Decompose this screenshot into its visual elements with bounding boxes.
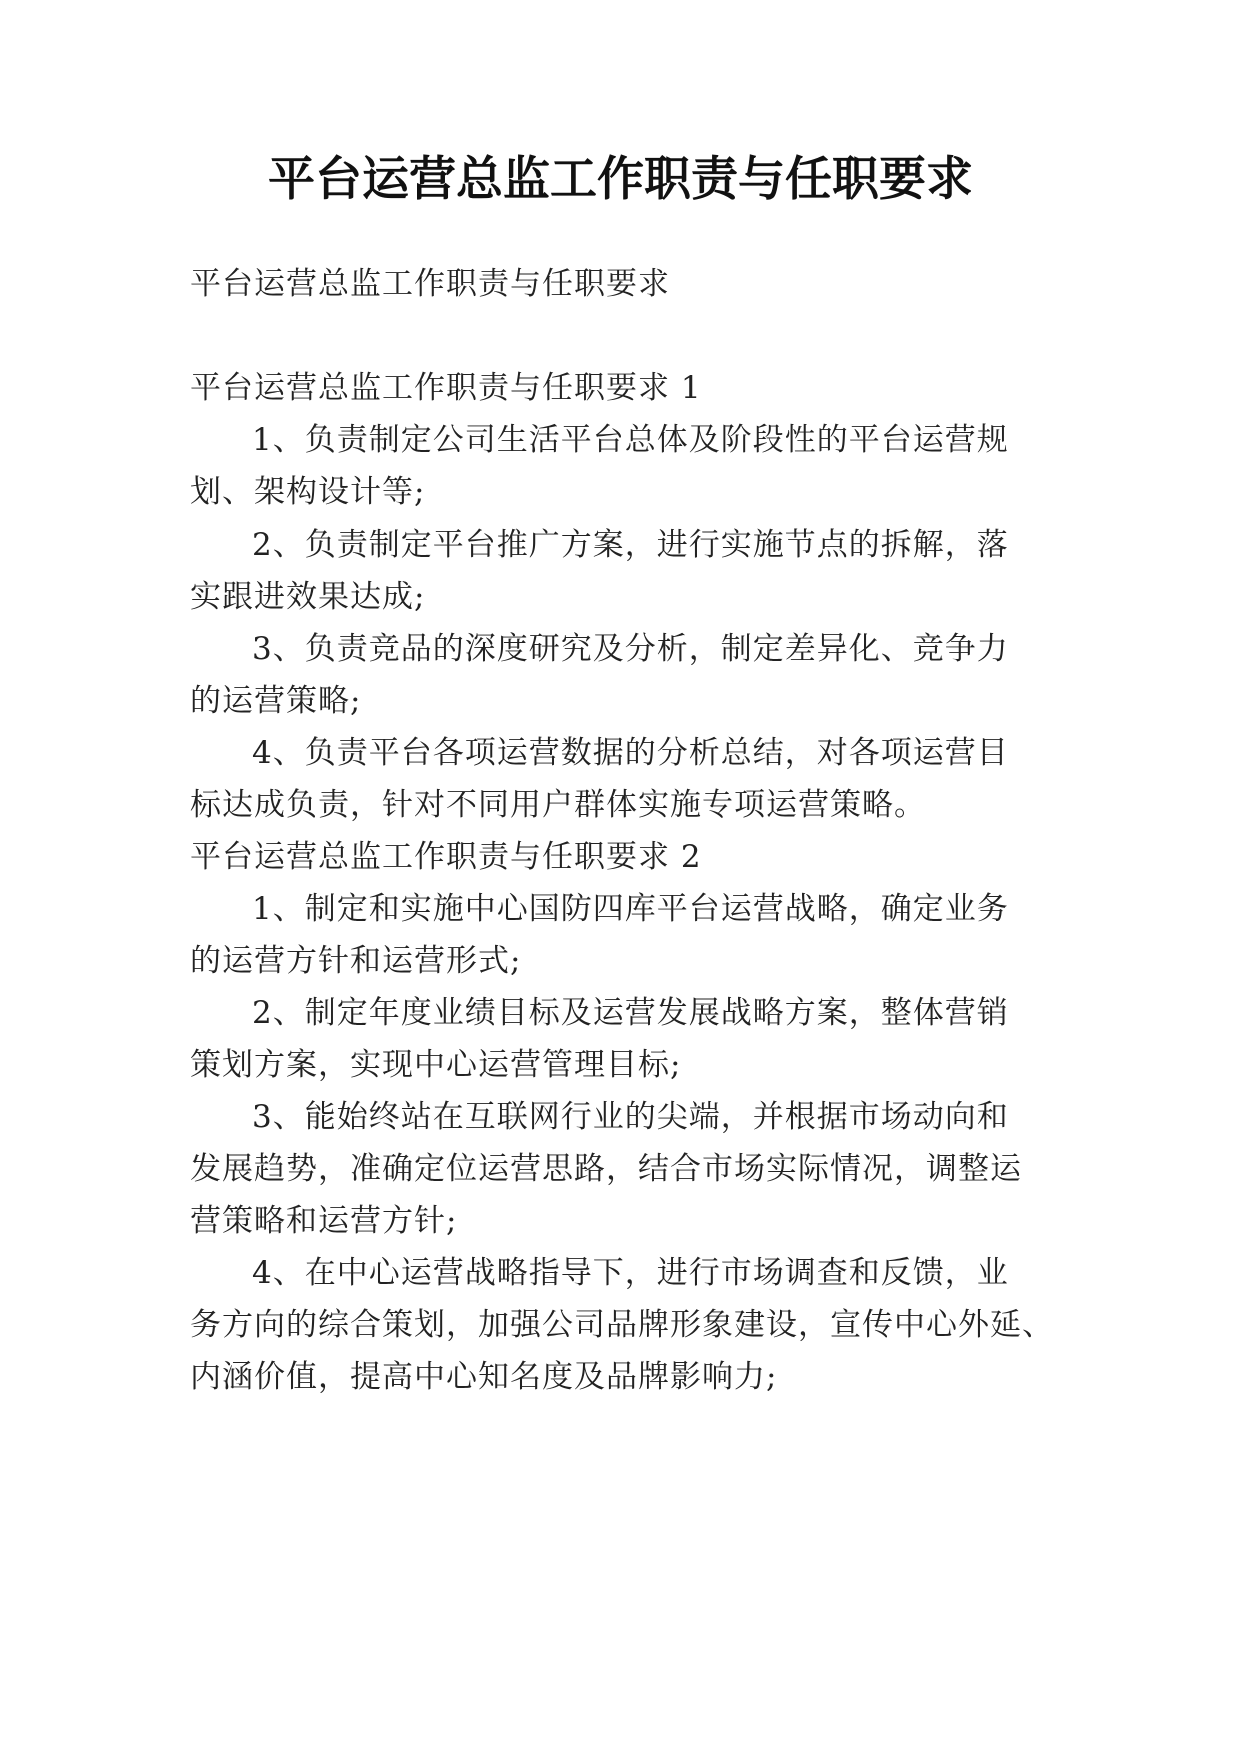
paragraph-line: 实跟进效果达成; — [190, 579, 426, 615]
paragraph-line: 划、架构设计等; — [190, 474, 426, 510]
page-title: 平台运营总监工作职责与任职要求 — [268, 152, 973, 207]
paragraph-line: 4、负责平台各项运营数据的分析总结，对各项运营目 — [252, 735, 1009, 771]
paragraph-line: 1、制定和实施中心国防四库平台运营战略，确定业务 — [252, 891, 1009, 927]
paragraph-line: 3、负责竞品的深度研究及分析，制定差异化、竞争力 — [252, 631, 1009, 667]
section-heading-2: 平台运营总监工作职责与任职要求 2 — [190, 839, 702, 875]
paragraph-line: 的运营方针和运营形式; — [190, 943, 522, 979]
paragraph-line: 3、能始终站在互联网行业的尖端，并根据市场动向和 — [252, 1099, 1009, 1135]
paragraph-line: 2、负责制定平台推广方案，进行实施节点的拆解，落 — [252, 527, 1009, 563]
paragraph-line: 4、在中心运营战略指导下，进行市场调查和反馈，业 — [252, 1255, 1009, 1291]
paragraph-line: 营策略和运营方针; — [190, 1203, 458, 1239]
paragraph-line: 标达成负责，针对不同用户群体实施专项运营策略。 — [190, 787, 926, 823]
paragraph-line: 内涵价值，提高中心知名度及品牌影响力; — [190, 1359, 778, 1395]
paragraph-line: 1、负责制定公司生活平台总体及阶段性的平台运营规 — [252, 422, 1009, 458]
paragraph-line: 发展趋势，准确定位运营思路，结合市场实际情况，调整运 — [190, 1151, 1022, 1187]
paragraph-line: 务方向的综合策划，加强公司品牌形象建设，宣传中心外延、 — [190, 1307, 1054, 1343]
document-subtitle: 平台运营总监工作职责与任职要求 — [190, 266, 670, 302]
paragraph-line: 的运营策略; — [190, 683, 362, 719]
paragraph-line: 2、制定年度业绩目标及运营发展战略方案，整体营销 — [252, 995, 1009, 1031]
paragraph-line: 策划方案，实现中心运营管理目标; — [190, 1047, 682, 1083]
section-heading-1: 平台运营总监工作职责与任职要求 1 — [190, 370, 702, 406]
